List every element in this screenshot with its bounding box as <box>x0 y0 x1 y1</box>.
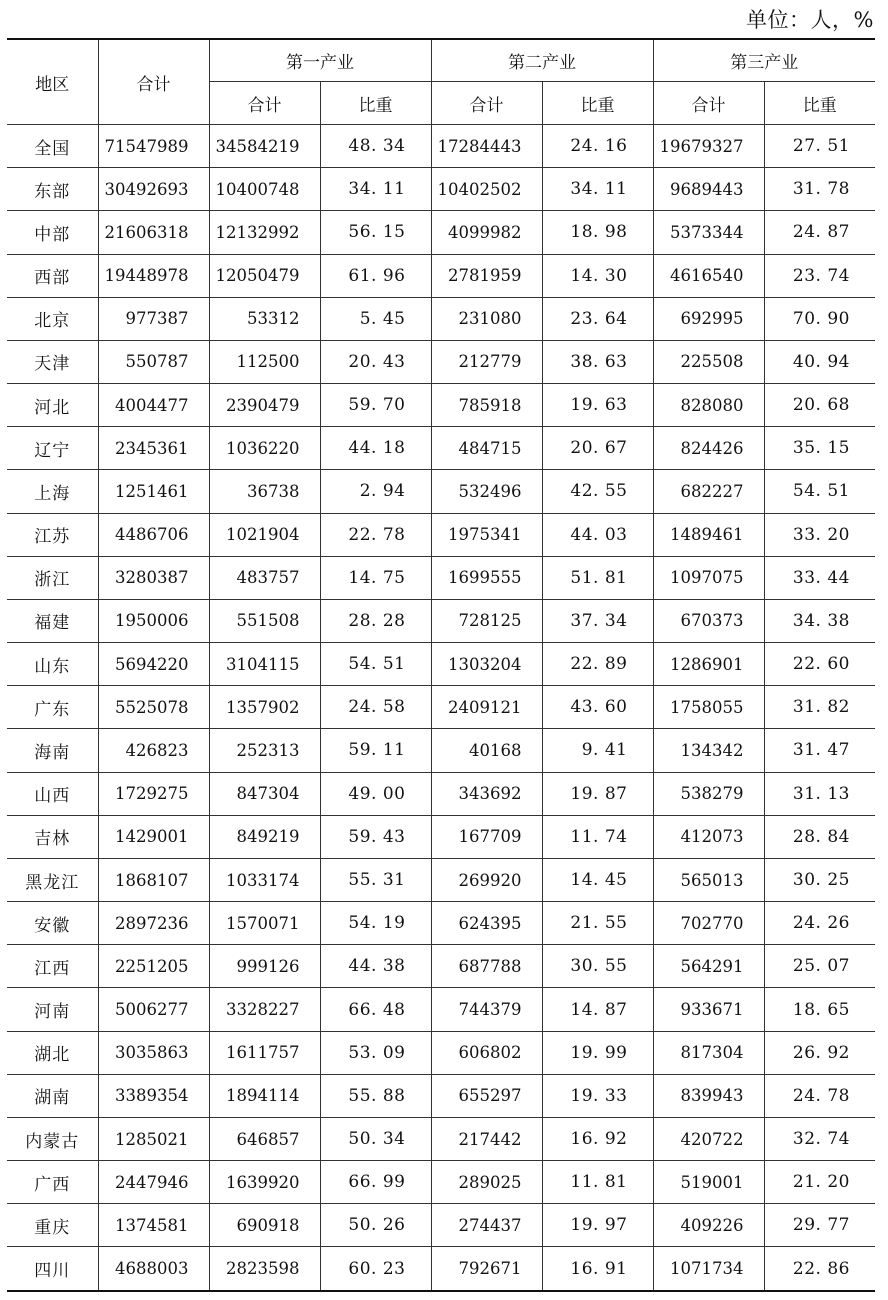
table-row <box>7 643 875 686</box>
secondary-share-cell: 44. 03 <box>542 513 653 556</box>
region-cell: 浙江 <box>7 556 98 599</box>
unit-label: 单位：人，% <box>746 8 874 32</box>
table-row <box>7 1031 875 1074</box>
primary-total-cell: 112500 <box>209 340 320 383</box>
table-row <box>7 513 875 556</box>
primary-share-cell: 59. 70 <box>320 384 431 427</box>
tertiary-share-cell: 21. 20 <box>764 1161 875 1204</box>
table-row <box>7 125 875 168</box>
secondary-total-cell: 785918 <box>431 384 542 427</box>
secondary-total-cell: 17284443 <box>431 125 542 168</box>
tertiary-share-cell: 22. 60 <box>764 643 875 686</box>
tertiary-total-cell: 412073 <box>653 815 764 858</box>
primary-share-cell: 44. 38 <box>320 945 431 988</box>
region-cell: 福建 <box>7 599 98 642</box>
region-cell: 北京 <box>7 297 98 340</box>
tertiary-share-cell: 32. 74 <box>764 1117 875 1160</box>
header-primary-industry: 第一产业 <box>209 39 431 82</box>
table-row <box>7 168 875 211</box>
secondary-total-cell: 484715 <box>431 427 542 470</box>
tertiary-share-cell: 33. 20 <box>764 513 875 556</box>
table-row <box>7 1161 875 1204</box>
primary-share-cell: 2. 94 <box>320 470 431 513</box>
primary-total-cell: 551508 <box>209 599 320 642</box>
tertiary-total-cell: 225508 <box>653 340 764 383</box>
primary-total-cell: 2390479 <box>209 384 320 427</box>
total-cell: 3035863 <box>98 1031 209 1074</box>
header-secondary-share: 比重 <box>542 82 653 125</box>
primary-total-cell: 1021904 <box>209 513 320 556</box>
primary-share-cell: 34. 11 <box>320 168 431 211</box>
primary-share-cell: 50. 34 <box>320 1117 431 1160</box>
table-row <box>7 1117 875 1160</box>
region-cell: 山东 <box>7 643 98 686</box>
secondary-share-cell: 30. 55 <box>542 945 653 988</box>
secondary-share-cell: 37. 34 <box>542 599 653 642</box>
primary-total-cell: 1033174 <box>209 858 320 901</box>
tertiary-share-cell: 35. 15 <box>764 427 875 470</box>
primary-share-cell: 14. 75 <box>320 556 431 599</box>
secondary-total-cell: 606802 <box>431 1031 542 1074</box>
tertiary-total-cell: 1286901 <box>653 643 764 686</box>
table-row <box>7 1074 875 1117</box>
tertiary-total-cell: 839943 <box>653 1074 764 1117</box>
tertiary-total-cell: 1071734 <box>653 1247 764 1291</box>
secondary-share-cell: 19. 63 <box>542 384 653 427</box>
primary-share-cell: 59. 43 <box>320 815 431 858</box>
primary-total-cell: 3104115 <box>209 643 320 686</box>
tertiary-share-cell: 29. 77 <box>764 1204 875 1247</box>
total-cell: 1251461 <box>98 470 209 513</box>
total-cell: 1868107 <box>98 858 209 901</box>
region-cell: 天津 <box>7 340 98 383</box>
tertiary-share-cell: 31. 13 <box>764 772 875 815</box>
region-cell: 东部 <box>7 168 98 211</box>
total-cell: 2345361 <box>98 427 209 470</box>
primary-share-cell: 56. 15 <box>320 211 431 254</box>
primary-share-cell: 50. 26 <box>320 1204 431 1247</box>
primary-share-cell: 54. 51 <box>320 643 431 686</box>
secondary-share-cell: 9. 41 <box>542 729 653 772</box>
secondary-total-cell: 2781959 <box>431 254 542 297</box>
total-cell: 5525078 <box>98 686 209 729</box>
tertiary-total-cell: 702770 <box>653 902 764 945</box>
table-row <box>7 1204 875 1247</box>
total-cell: 1429001 <box>98 815 209 858</box>
total-cell: 3389354 <box>98 1074 209 1117</box>
secondary-total-cell: 167709 <box>431 815 542 858</box>
primary-total-cell: 849219 <box>209 815 320 858</box>
tertiary-total-cell: 565013 <box>653 858 764 901</box>
region-cell: 辽宁 <box>7 427 98 470</box>
tertiary-total-cell: 134342 <box>653 729 764 772</box>
secondary-total-cell: 269920 <box>431 858 542 901</box>
tertiary-total-cell: 1097075 <box>653 556 764 599</box>
table-row <box>7 729 875 772</box>
primary-share-cell: 53. 09 <box>320 1031 431 1074</box>
secondary-share-cell: 20. 67 <box>542 427 653 470</box>
region-cell: 重庆 <box>7 1204 98 1247</box>
primary-total-cell: 12132992 <box>209 211 320 254</box>
secondary-share-cell: 19. 33 <box>542 1074 653 1117</box>
tertiary-total-cell: 824426 <box>653 427 764 470</box>
secondary-total-cell: 744379 <box>431 988 542 1031</box>
region-cell: 内蒙古 <box>7 1117 98 1160</box>
secondary-total-cell: 728125 <box>431 599 542 642</box>
secondary-total-cell: 1699555 <box>431 556 542 599</box>
region-cell: 江苏 <box>7 513 98 556</box>
primary-total-cell: 1639920 <box>209 1161 320 1204</box>
tertiary-share-cell: 24. 87 <box>764 211 875 254</box>
tertiary-total-cell: 5373344 <box>653 211 764 254</box>
primary-total-cell: 1894114 <box>209 1074 320 1117</box>
region-cell: 广东 <box>7 686 98 729</box>
secondary-total-cell: 343692 <box>431 772 542 815</box>
secondary-total-cell: 274437 <box>431 1204 542 1247</box>
primary-total-cell: 999126 <box>209 945 320 988</box>
tertiary-share-cell: 22. 86 <box>764 1247 875 1291</box>
tertiary-total-cell: 538279 <box>653 772 764 815</box>
primary-share-cell: 24. 58 <box>320 686 431 729</box>
secondary-share-cell: 38. 63 <box>542 340 653 383</box>
primary-share-cell: 60. 23 <box>320 1247 431 1291</box>
tertiary-total-cell: 519001 <box>653 1161 764 1204</box>
region-cell: 全国 <box>7 125 98 168</box>
secondary-share-cell: 11. 81 <box>542 1161 653 1204</box>
secondary-total-cell: 1975341 <box>431 513 542 556</box>
primary-share-cell: 66. 99 <box>320 1161 431 1204</box>
table-row <box>7 211 875 254</box>
secondary-share-cell: 18. 98 <box>542 211 653 254</box>
tertiary-total-cell: 933671 <box>653 988 764 1031</box>
primary-total-cell: 2823598 <box>209 1247 320 1291</box>
tertiary-total-cell: 1489461 <box>653 513 764 556</box>
total-cell: 2447946 <box>98 1161 209 1204</box>
region-cell: 河南 <box>7 988 98 1031</box>
total-cell: 5006277 <box>98 988 209 1031</box>
tertiary-total-cell: 9689443 <box>653 168 764 211</box>
secondary-share-cell: 23. 64 <box>542 297 653 340</box>
tertiary-share-cell: 28. 84 <box>764 815 875 858</box>
primary-total-cell: 252313 <box>209 729 320 772</box>
secondary-share-cell: 51. 81 <box>542 556 653 599</box>
total-cell: 2897236 <box>98 902 209 945</box>
region-cell: 河北 <box>7 384 98 427</box>
secondary-total-cell: 231080 <box>431 297 542 340</box>
primary-total-cell: 10400748 <box>209 168 320 211</box>
total-cell: 21606318 <box>98 211 209 254</box>
tertiary-total-cell: 420722 <box>653 1117 764 1160</box>
secondary-total-cell: 4099982 <box>431 211 542 254</box>
primary-total-cell: 12050479 <box>209 254 320 297</box>
table-row <box>7 1247 875 1291</box>
secondary-total-cell: 687788 <box>431 945 542 988</box>
secondary-share-cell: 22. 89 <box>542 643 653 686</box>
table-row <box>7 470 875 513</box>
primary-share-cell: 55. 88 <box>320 1074 431 1117</box>
secondary-share-cell: 14. 45 <box>542 858 653 901</box>
table-row <box>7 254 875 297</box>
tertiary-share-cell: 54. 51 <box>764 470 875 513</box>
tertiary-total-cell: 409226 <box>653 1204 764 1247</box>
table-row <box>7 427 875 470</box>
region-cell: 海南 <box>7 729 98 772</box>
secondary-total-cell: 10402502 <box>431 168 542 211</box>
total-cell: 19448978 <box>98 254 209 297</box>
region-cell: 上海 <box>7 470 98 513</box>
primary-share-cell: 55. 31 <box>320 858 431 901</box>
header-primary-share: 比重 <box>320 82 431 125</box>
secondary-total-cell: 624395 <box>431 902 542 945</box>
table-row <box>7 902 875 945</box>
tertiary-share-cell: 30. 25 <box>764 858 875 901</box>
secondary-total-cell: 655297 <box>431 1074 542 1117</box>
primary-share-cell: 59. 11 <box>320 729 431 772</box>
secondary-total-cell: 2409121 <box>431 686 542 729</box>
secondary-share-cell: 14. 30 <box>542 254 653 297</box>
primary-share-cell: 54. 19 <box>320 902 431 945</box>
tertiary-share-cell: 25. 07 <box>764 945 875 988</box>
table-row <box>7 772 875 815</box>
primary-total-cell: 483757 <box>209 556 320 599</box>
primary-share-cell: 49. 00 <box>320 772 431 815</box>
table-body <box>7 125 875 1291</box>
region-cell: 广西 <box>7 1161 98 1204</box>
table-row <box>7 599 875 642</box>
tertiary-share-cell: 31. 78 <box>764 168 875 211</box>
total-cell: 30492693 <box>98 168 209 211</box>
tertiary-total-cell: 817304 <box>653 1031 764 1074</box>
primary-share-cell: 28. 28 <box>320 599 431 642</box>
secondary-total-cell: 217442 <box>431 1117 542 1160</box>
region-cell: 湖北 <box>7 1031 98 1074</box>
tertiary-total-cell: 564291 <box>653 945 764 988</box>
table-row <box>7 556 875 599</box>
header-region: 地区 <box>7 39 98 125</box>
primary-total-cell: 1611757 <box>209 1031 320 1074</box>
primary-share-cell: 20. 43 <box>320 340 431 383</box>
primary-total-cell: 36738 <box>209 470 320 513</box>
region-cell: 山西 <box>7 772 98 815</box>
region-cell: 西部 <box>7 254 98 297</box>
tertiary-share-cell: 31. 82 <box>764 686 875 729</box>
tertiary-share-cell: 18. 65 <box>764 988 875 1031</box>
primary-total-cell: 646857 <box>209 1117 320 1160</box>
total-cell: 71547989 <box>98 125 209 168</box>
table-row <box>7 384 875 427</box>
secondary-total-cell: 532496 <box>431 470 542 513</box>
secondary-share-cell: 21. 55 <box>542 902 653 945</box>
total-cell: 1285021 <box>98 1117 209 1160</box>
tertiary-share-cell: 24. 78 <box>764 1074 875 1117</box>
primary-share-cell: 44. 18 <box>320 427 431 470</box>
header-secondary-industry: 第二产业 <box>431 39 653 82</box>
primary-total-cell: 1357902 <box>209 686 320 729</box>
region-cell: 四川 <box>7 1247 98 1291</box>
table-row <box>7 945 875 988</box>
secondary-share-cell: 16. 92 <box>542 1117 653 1160</box>
table-row <box>7 858 875 901</box>
secondary-total-cell: 792671 <box>431 1247 542 1291</box>
tertiary-total-cell: 4616540 <box>653 254 764 297</box>
primary-share-cell: 22. 78 <box>320 513 431 556</box>
total-cell: 5694220 <box>98 643 209 686</box>
tertiary-total-cell: 682227 <box>653 470 764 513</box>
tertiary-share-cell: 31. 47 <box>764 729 875 772</box>
total-cell: 1374581 <box>98 1204 209 1247</box>
total-cell: 4486706 <box>98 513 209 556</box>
primary-total-cell: 3328227 <box>209 988 320 1031</box>
total-cell: 977387 <box>98 297 209 340</box>
table-row <box>7 988 875 1031</box>
region-cell: 中部 <box>7 211 98 254</box>
primary-total-cell: 1570071 <box>209 902 320 945</box>
tertiary-total-cell: 1758055 <box>653 686 764 729</box>
primary-share-cell: 5. 45 <box>320 297 431 340</box>
total-cell: 1950006 <box>98 599 209 642</box>
region-cell: 湖南 <box>7 1074 98 1117</box>
primary-share-cell: 61. 96 <box>320 254 431 297</box>
secondary-share-cell: 42. 55 <box>542 470 653 513</box>
table-row <box>7 815 875 858</box>
total-cell: 1729275 <box>98 772 209 815</box>
tertiary-share-cell: 24. 26 <box>764 902 875 945</box>
primary-total-cell: 34584219 <box>209 125 320 168</box>
secondary-share-cell: 11. 74 <box>542 815 653 858</box>
tertiary-share-cell: 33. 44 <box>764 556 875 599</box>
secondary-share-cell: 19. 87 <box>542 772 653 815</box>
tertiary-share-cell: 26. 92 <box>764 1031 875 1074</box>
total-cell: 426823 <box>98 729 209 772</box>
secondary-share-cell: 43. 60 <box>542 686 653 729</box>
region-cell: 江西 <box>7 945 98 988</box>
primary-total-cell: 847304 <box>209 772 320 815</box>
tertiary-share-cell: 20. 68 <box>764 384 875 427</box>
secondary-share-cell: 19. 99 <box>542 1031 653 1074</box>
total-cell: 4004477 <box>98 384 209 427</box>
header-tertiary-industry: 第三产业 <box>653 39 875 82</box>
tertiary-total-cell: 692995 <box>653 297 764 340</box>
secondary-share-cell: 16. 91 <box>542 1247 653 1291</box>
tertiary-total-cell: 19679327 <box>653 125 764 168</box>
table-row <box>7 686 875 729</box>
secondary-share-cell: 14. 87 <box>542 988 653 1031</box>
table-header <box>7 39 875 125</box>
region-cell: 黑龙江 <box>7 858 98 901</box>
secondary-share-cell: 19. 97 <box>542 1204 653 1247</box>
secondary-total-cell: 289025 <box>431 1161 542 1204</box>
tertiary-share-cell: 27. 51 <box>764 125 875 168</box>
total-cell: 2251205 <box>98 945 209 988</box>
primary-share-cell: 66. 48 <box>320 988 431 1031</box>
total-cell: 4688003 <box>98 1247 209 1291</box>
primary-total-cell: 1036220 <box>209 427 320 470</box>
region-cell: 安徽 <box>7 902 98 945</box>
tertiary-share-cell: 23. 74 <box>764 254 875 297</box>
tertiary-share-cell: 34. 38 <box>764 599 875 642</box>
secondary-total-cell: 1303204 <box>431 643 542 686</box>
employment-table <box>7 38 875 1292</box>
total-cell: 550787 <box>98 340 209 383</box>
tertiary-share-cell: 40. 94 <box>764 340 875 383</box>
header-primary-total: 合计 <box>209 82 320 125</box>
tertiary-share-cell: 70. 90 <box>764 297 875 340</box>
tertiary-total-cell: 828080 <box>653 384 764 427</box>
table-row <box>7 297 875 340</box>
primary-total-cell: 690918 <box>209 1204 320 1247</box>
header-tertiary-share: 比重 <box>764 82 875 125</box>
secondary-share-cell: 24. 16 <box>542 125 653 168</box>
total-cell: 3280387 <box>98 556 209 599</box>
tertiary-total-cell: 670373 <box>653 599 764 642</box>
table-row <box>7 340 875 383</box>
header-total: 合计 <box>98 39 209 125</box>
secondary-share-cell: 34. 11 <box>542 168 653 211</box>
primary-share-cell: 48. 34 <box>320 125 431 168</box>
header-secondary-total: 合计 <box>431 82 542 125</box>
secondary-total-cell: 40168 <box>431 729 542 772</box>
region-cell: 吉林 <box>7 815 98 858</box>
secondary-total-cell: 212779 <box>431 340 542 383</box>
primary-total-cell: 53312 <box>209 297 320 340</box>
header-tertiary-total: 合计 <box>653 82 764 125</box>
